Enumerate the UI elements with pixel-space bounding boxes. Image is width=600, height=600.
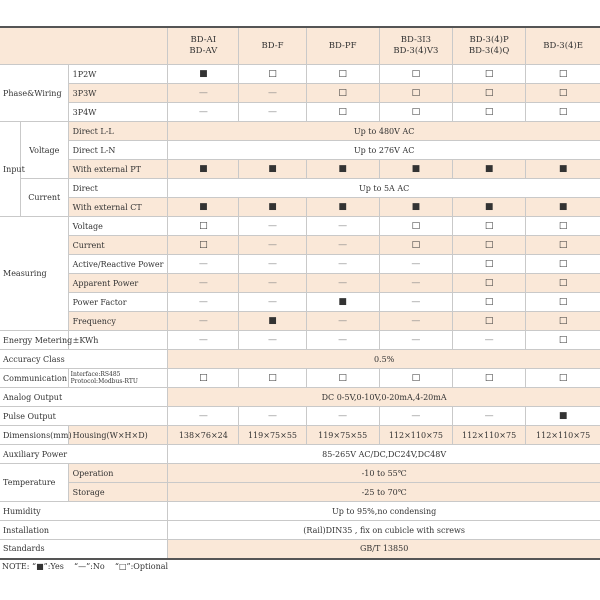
empty-square-icon: □ [199,221,208,231]
subgroup-label: Current [20,179,68,217]
header-blank [0,27,168,65]
empty-square-icon: □ [484,88,494,98]
dash-icon: — [267,297,277,307]
dash-icon: — [411,297,421,307]
empty-square-icon: □ [484,259,494,269]
empty-square-icon: □ [558,278,568,288]
symbol-optional [306,369,379,388]
dash-icon: — [198,411,208,421]
dash-icon: — [198,335,208,345]
symbol-no [306,274,379,293]
symbol-no [379,293,452,312]
dash-icon: — [338,316,348,326]
symbol-no [168,255,239,274]
table-row [0,103,600,122]
filled-square-icon: ■ [558,202,568,212]
table-row [0,160,600,179]
symbol-no [306,236,379,255]
filled-square-icon: ■ [268,202,277,212]
param-label: Operation [68,464,168,483]
empty-square-icon: □ [268,69,277,79]
empty-square-icon: □ [411,88,421,98]
table-row [0,198,600,217]
dash-icon: — [411,335,421,345]
symbol-optional [379,65,452,84]
symbol-optional [452,84,525,103]
symbol-yes [168,65,239,84]
dash-icon: — [198,297,208,307]
param-label: Direct [68,179,168,198]
table-row [0,27,600,65]
table-row [0,331,600,350]
table-row [0,540,600,559]
dash-icon: — [411,259,421,269]
dash-icon: — [267,88,277,98]
symbol-optional [452,369,525,388]
param-label: Interface:RS485 Protocol:Modbus-RTU [68,369,168,388]
param-label: Housing(W×H×D) [68,426,168,445]
symbol-optional [168,236,239,255]
dash-icon: — [338,411,348,421]
empty-square-icon: □ [484,278,494,288]
empty-square-icon: □ [484,316,494,326]
dash-icon: — [198,107,208,117]
dimension-value: 112×110×75 [379,426,452,445]
symbol-yes [239,312,306,331]
symbol-optional [452,255,525,274]
table-row [0,122,600,141]
symbol-optional [526,103,600,122]
column-header: BD-3I3 BD-3(4)V3 [379,27,452,65]
column-header: BD-PF [306,27,379,65]
dash-icon: — [411,278,421,288]
param-label: 1P2W [68,65,168,84]
dash-icon: — [267,221,277,231]
table-row [0,388,600,407]
table-row [0,426,600,445]
dash-icon: — [411,411,421,421]
table-row [0,312,600,331]
symbol-no [452,331,525,350]
dimension-value: 112×110×75 [526,426,600,445]
table-row [0,141,600,160]
param-label: With external CT [68,198,168,217]
param-label: Active/Reactive Power [68,255,168,274]
dash-icon: — [198,278,208,288]
row-label: Energy Metering [0,331,68,350]
symbol-optional [526,217,600,236]
param-label: 3P3W [68,84,168,103]
filled-square-icon: ■ [484,164,494,174]
symbol-yes [452,160,525,179]
span-value: Up to 276V AC [168,141,600,160]
row-label: Pulse Output [0,407,168,426]
dimension-value: 119×75×55 [306,426,379,445]
span-value: Up to 480V AC [168,122,600,141]
table-row [0,255,600,274]
symbol-optional [452,274,525,293]
dash-icon: — [411,316,421,326]
dash-icon: — [338,335,348,345]
symbol-yes [526,407,600,426]
span-value: GB/T 13850 [168,540,600,559]
param-label: 3P4W [68,103,168,122]
table-row [0,502,600,521]
symbol-optional [452,236,525,255]
symbol-yes [379,160,452,179]
symbol-no [239,255,306,274]
row-label: Installation [0,521,168,540]
dimension-value: 119×75×55 [239,426,306,445]
symbol-yes [239,198,306,217]
table-row [0,65,600,84]
filled-square-icon: ■ [558,164,568,174]
filled-square-icon: ■ [338,202,347,212]
symbol-yes [526,160,600,179]
dash-icon: — [267,411,277,421]
empty-square-icon: □ [558,297,568,307]
symbol-optional [379,84,452,103]
empty-square-icon: □ [338,373,347,383]
column-header: BD-AI BD-AV [168,27,239,65]
param-label: Current [68,236,168,255]
symbol-no [168,274,239,293]
empty-square-icon: □ [484,297,494,307]
symbol-no [239,293,306,312]
symbol-no [452,407,525,426]
dash-icon: — [338,259,348,269]
param-label: Frequency [68,312,168,331]
symbol-optional [526,236,600,255]
symbol-optional [239,65,306,84]
group-label: Input [0,122,20,217]
empty-square-icon: □ [411,107,421,117]
symbol-no [379,312,452,331]
column-header: BD-3(4)P BD-3(4)Q [452,27,525,65]
symbol-no [306,331,379,350]
filled-square-icon: ■ [199,164,208,174]
symbol-yes [306,293,379,312]
filled-square-icon: ■ [199,69,208,79]
table-row [0,274,600,293]
row-label: Analog Output [0,388,168,407]
symbol-optional [452,65,525,84]
symbol-no [168,407,239,426]
symbol-optional [526,65,600,84]
empty-square-icon: □ [558,88,568,98]
symbol-optional [526,369,600,388]
empty-square-icon: □ [411,240,421,250]
symbol-no [379,331,452,350]
symbol-optional [306,65,379,84]
empty-square-icon: □ [558,221,568,231]
table-row [0,521,600,540]
symbol-no [168,103,239,122]
table-row [0,369,600,388]
dimension-value: 138×76×24 [168,426,239,445]
empty-square-icon: □ [558,69,568,79]
empty-square-icon: □ [411,221,421,231]
subgroup-label: Voltage [20,122,68,179]
dash-icon: — [338,278,348,288]
symbol-no [306,255,379,274]
empty-square-icon: □ [484,69,494,79]
param-label: ±KWh [68,331,168,350]
column-header: BD-3(4)E [526,27,600,65]
param-label: Voltage [68,217,168,236]
empty-square-icon: □ [558,316,568,326]
symbol-yes [239,160,306,179]
symbol-no [168,331,239,350]
table-row [0,84,600,103]
empty-square-icon: □ [558,259,568,269]
row-label: Standards [0,540,168,559]
symbol-optional [526,312,600,331]
dash-icon: — [267,335,277,345]
symbol-yes [379,198,452,217]
param-label: Apparent Power [68,274,168,293]
symbol-optional [239,369,306,388]
symbol-yes [306,198,379,217]
span-value: DC 0-5V,0-10V,0-20mA,4-20mA [168,388,600,407]
empty-square-icon: □ [558,373,568,383]
symbol-optional [379,236,452,255]
param-label: Direct L-N [68,141,168,160]
symbol-no [306,217,379,236]
symbol-optional [306,84,379,103]
span-value: 85-265V AC/DC,DC24V,DC48V [168,445,600,464]
dash-icon: — [484,411,494,421]
row-label: Communication [0,369,68,388]
table-row [0,407,600,426]
symbol-optional [526,331,600,350]
symbol-no [239,331,306,350]
group-label: Measuring [0,217,68,331]
symbol-no [239,274,306,293]
symbol-no [168,312,239,331]
dash-icon: — [267,240,277,250]
param-label: With external PT [68,160,168,179]
empty-square-icon: □ [558,240,568,250]
row-label: Accuracy Class [0,350,168,369]
symbol-optional [526,293,600,312]
symbol-yes [526,198,600,217]
filled-square-icon: ■ [338,164,347,174]
span-value: Up to 5A AC [168,179,600,198]
dimension-value: 112×110×75 [452,426,525,445]
param-label: Power Factor [68,293,168,312]
dash-icon: — [198,259,208,269]
table-row [0,464,600,483]
table-row [0,483,600,502]
symbol-optional [452,103,525,122]
symbol-optional [379,369,452,388]
row-label: Humidity [0,502,168,521]
empty-square-icon: □ [484,373,494,383]
filled-square-icon: ■ [199,202,208,212]
symbol-yes [452,198,525,217]
symbol-optional [526,255,600,274]
dash-icon: — [267,278,277,288]
symbol-no [239,103,306,122]
column-header: BD-F [239,27,306,65]
empty-square-icon: □ [484,240,494,250]
table-row [0,179,600,198]
symbol-no [306,312,379,331]
empty-square-icon: □ [268,373,277,383]
empty-square-icon: □ [411,69,421,79]
symbol-optional [452,217,525,236]
empty-square-icon: □ [338,69,347,79]
empty-square-icon: □ [411,373,421,383]
symbol-optional [168,217,239,236]
group-label: Phase&Wiring [0,65,68,122]
span-value: -10 to 55℃ [168,464,600,483]
symbol-optional [379,217,452,236]
symbol-no [168,293,239,312]
dash-icon: — [198,316,208,326]
empty-square-icon: □ [338,107,347,117]
span-value: (Rail)DIN35 , fix on cubicle with screws [168,521,600,540]
spec-table [0,26,600,560]
symbol-optional [306,103,379,122]
table-row [0,217,600,236]
filled-square-icon: ■ [411,164,421,174]
table-row [0,293,600,312]
symbol-no [239,217,306,236]
symbol-no [379,407,452,426]
span-value: -25 to 70℃ [168,483,600,502]
filled-square-icon: ■ [268,316,277,326]
empty-square-icon: □ [199,373,208,383]
row-label: Dimensions(mm) [0,426,68,445]
row-label: Auxiliary Power [0,445,168,464]
empty-square-icon: □ [199,240,208,250]
param-label: Direct L-L [68,122,168,141]
symbol-optional [526,84,600,103]
symbol-no [379,255,452,274]
dash-icon: — [267,107,277,117]
symbol-yes [168,160,239,179]
symbol-no [239,407,306,426]
filled-square-icon: ■ [558,411,568,421]
span-value: Up to 95%,no condensing [168,502,600,521]
empty-square-icon: □ [558,335,568,345]
symbol-optional [526,274,600,293]
dash-icon: — [484,335,494,345]
table-row [0,350,600,369]
row-label: Temperature [0,464,68,502]
symbol-no [379,274,452,293]
param-label: Storage [68,483,168,502]
dash-icon: — [338,221,348,231]
empty-square-icon: □ [484,107,494,117]
empty-square-icon: □ [558,107,568,117]
dash-icon: — [198,88,208,98]
symbol-no [168,84,239,103]
table-row [0,445,600,464]
symbol-optional [168,369,239,388]
legend-note: NOTE: “■”:Yes “—”:No “□”:Optional [2,562,169,571]
filled-square-icon: ■ [338,297,347,307]
dash-icon: — [267,259,277,269]
table-row [0,236,600,255]
symbol-optional [452,293,525,312]
span-value: 0.5% [168,350,600,369]
empty-square-icon: □ [338,88,347,98]
symbol-optional [452,312,525,331]
symbol-no [239,236,306,255]
filled-square-icon: ■ [484,202,494,212]
symbol-optional [379,103,452,122]
symbol-no [306,407,379,426]
symbol-yes [306,160,379,179]
empty-square-icon: □ [484,221,494,231]
symbol-yes [168,198,239,217]
dash-icon: — [338,240,348,250]
filled-square-icon: ■ [268,164,277,174]
filled-square-icon: ■ [411,202,421,212]
symbol-no [239,84,306,103]
